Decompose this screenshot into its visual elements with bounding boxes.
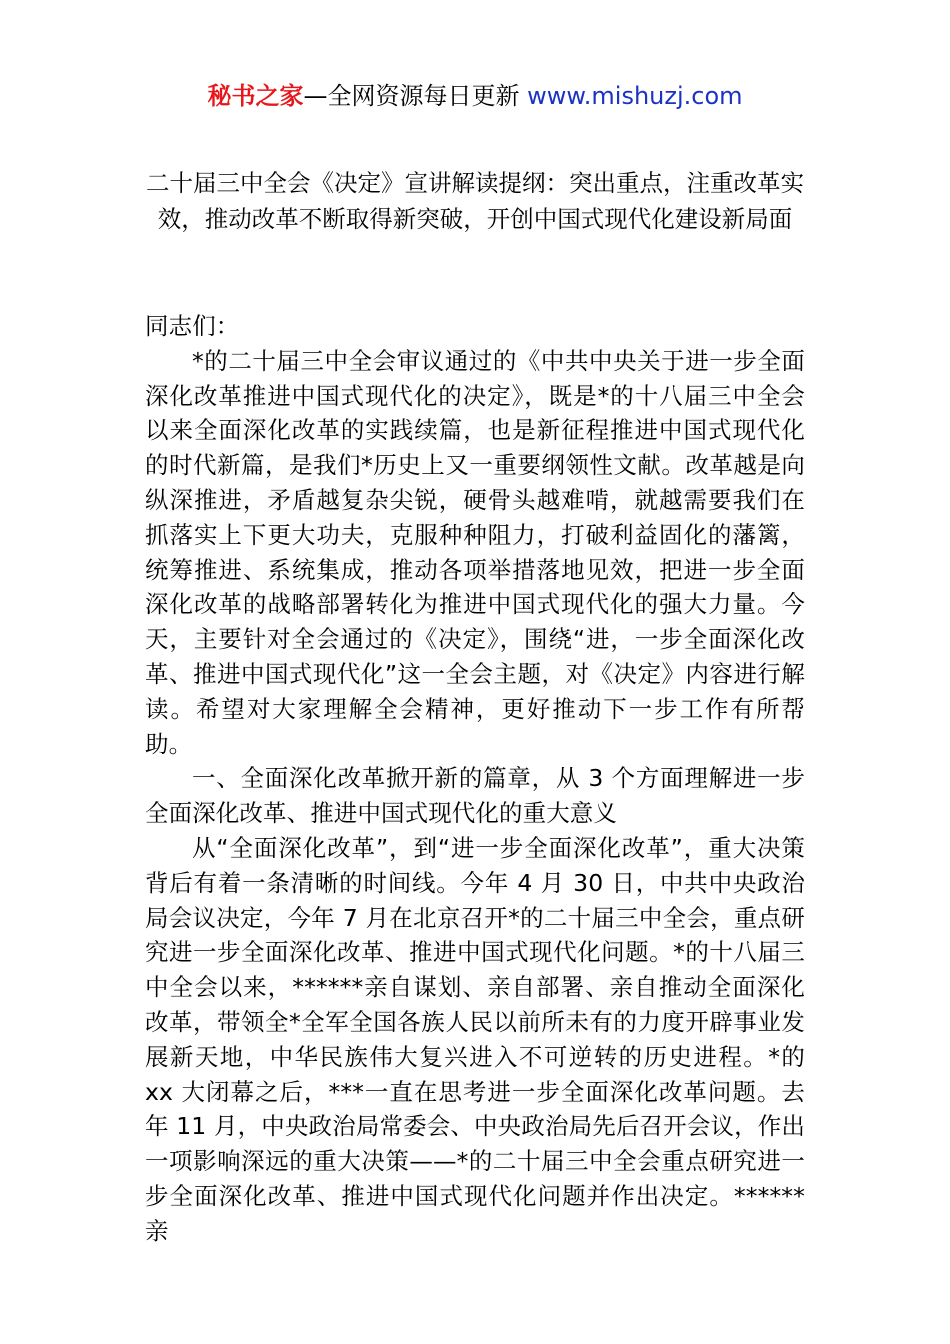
body-paragraph: *的二十届三中全会审议通过的《中共中央关于进一步全面深化改革推进中国式现代化的决定》，既是*的十八届三中全会以来全面深化改革的实践续篇，也是新征程推进中国式现代化的时代新篇，是我们*历史上又一重要纲领性文献。改革越是向纵深推进，矛盾越复杂尖锐，硬骨头越难啃，就越需要我们在抓落实上下更大功夫，克服种种阻力，打破利益固化的藩篱，统筹推进、系统集成，推动各项举措落地见效，把进一步全面深化改革的战略部署转化为推进中国式现代化的强大力量。今天，主要针对全会通过的《决定》，围绕“进，一步全面深化改革、推进中国式现代化”这一全会主题，对《决定》内容进行解读。希望对大家理解全会精神，更好推动下一步工作有所帮助。	[145, 346, 805, 758]
header-tagline: —全网资源每日更新	[303, 82, 520, 110]
brand-name: 秘书之家	[207, 82, 304, 110]
document-title: 二十届三中全会《决定》宣讲解读提纲：突出重点，注重改革实效，推动改革不断取得新突破，开创中国式现代化建设新局面	[146, 169, 804, 233]
document-body	[145, 309, 805, 1249]
section-heading: 一、全面深化改革掀开新的篇章，从 3 个方面理解进一步全面深化改革、推进中国式现代化的重大意义	[145, 764, 805, 828]
body-paragraph: 从“全面深化改革”，到“进一步全面深化改革”，重大决策背后有着一条清晰的时间线。今年 4 月 30 日，中共中央政治局会议决定，今年 7 月在北京召开*的二十届三中全会，重点研究进一步全面深化改革、推进中国式现代化问题。*的十八届三中全会以来，******亲自谋划、亲自部署、亲自推动全面深化改革，带领全*全军全国各族人民以前所未有的力度开辟事业发展新天地，中华民族伟大复兴进入不可逆转的历史进程。*的 xx 大闭幕之后，***一直在思考进一步全面深化改革问题。去年 11 月，中央政治局常委会、中央政治局先后召开会议，作出一项影响深远的重大决策——*的二十届三中全会重点研究进一步全面深化改革、推进中国式现代化问题并作出决定。******亲	[145, 833, 805, 1245]
site-url-link[interactable]: www.mishuzj.com	[527, 82, 743, 110]
site-header	[0, 78, 950, 114]
salutation: 同志们：	[145, 312, 240, 340]
